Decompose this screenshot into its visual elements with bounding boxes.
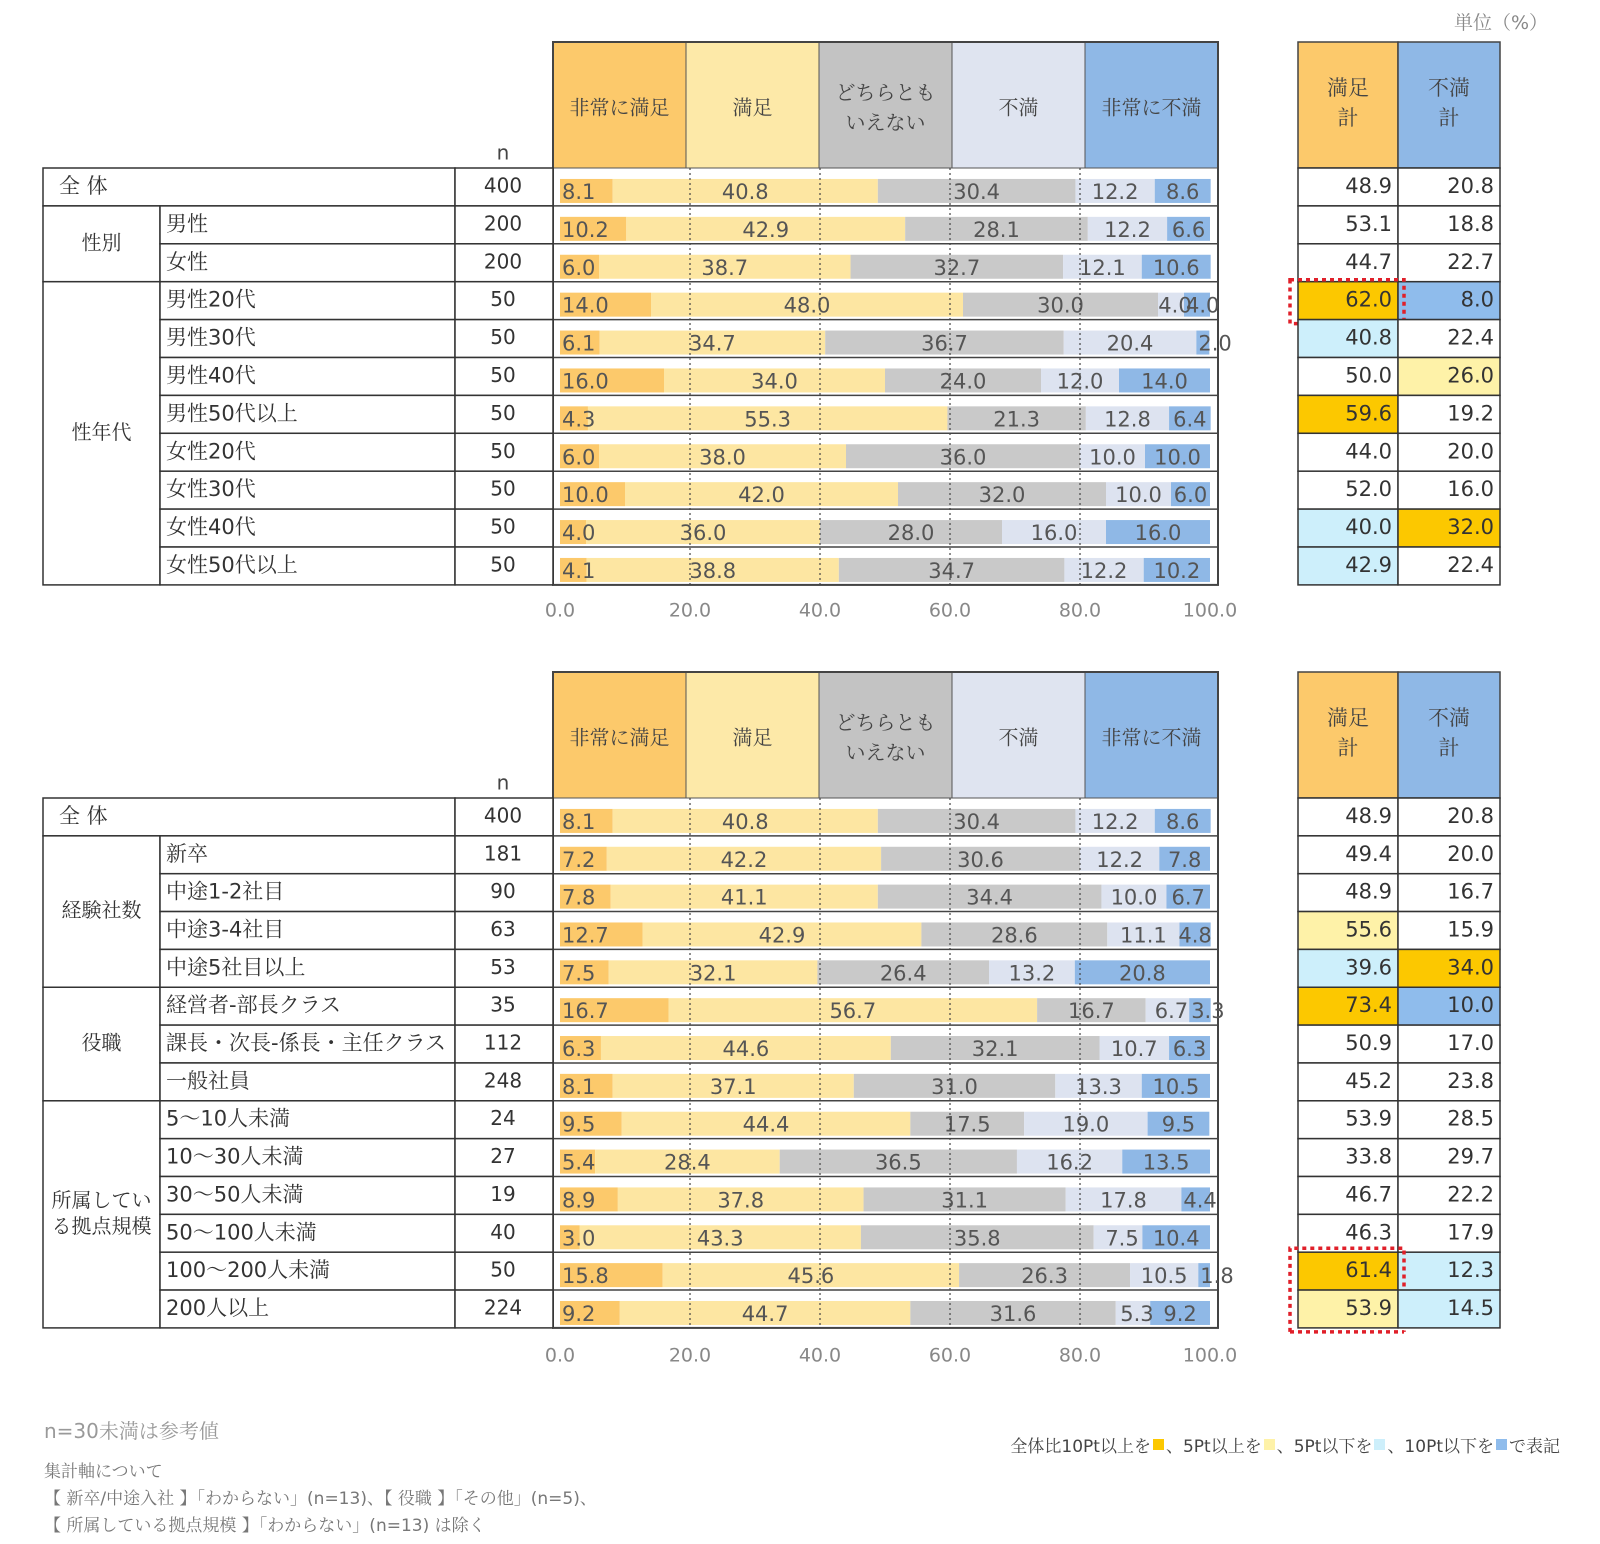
footnote-exclusions-2: 【 所属している拠点規模 】「わからない」(n=13) は除く — [44, 1516, 486, 1536]
bar-value-label-2: 28.4 — [664, 1150, 711, 1175]
header-label-3: どちらとも — [835, 710, 936, 735]
legend-swatch-plus10 — [1153, 1439, 1164, 1450]
n-value: 400 — [483, 803, 523, 828]
bar-value-label-3: 36.0 — [939, 445, 987, 470]
header-label-5: 非常に不満 — [1101, 725, 1202, 750]
bar-value-label-3: 28.0 — [887, 521, 935, 546]
n-value: 35 — [490, 992, 516, 1017]
bar-value-label-4: 10.0 — [1110, 885, 1158, 910]
legend-text-suffix: で表記 — [1509, 1437, 1560, 1457]
x-tick-label: 80.0 — [1058, 599, 1102, 622]
dissatisfied-total-value: 16.0 — [1447, 477, 1494, 502]
bar-value-label-3: 21.3 — [993, 407, 1041, 432]
n-value: 400 — [483, 173, 523, 198]
satisfied-total-value: 40.0 — [1345, 515, 1392, 540]
legend-text-plus10: 全体比10Pt以上を — [1010, 1437, 1151, 1457]
summary-header-label-2: 不満 — [1428, 76, 1470, 100]
bar-value-label-1: 7.8 — [562, 885, 596, 910]
header-label-5: 非常に不満 — [1101, 95, 1202, 120]
bar-value-label-2: 37.1 — [709, 1074, 757, 1099]
legend-text-minus10: 、10Pt以下を — [1387, 1437, 1494, 1457]
dissatisfied-total-value: 28.5 — [1447, 1106, 1494, 1131]
bar-value-label-1: 8.1 — [562, 1074, 596, 1099]
n-value: 53 — [490, 954, 516, 979]
bar-value-label-3: 31.0 — [931, 1074, 978, 1099]
dissatisfied-total-value: 20.8 — [1447, 173, 1494, 198]
bar-value-label-3: 32.7 — [933, 255, 981, 280]
bar-value-label-5: 4.8 — [1178, 923, 1212, 948]
satisfied-total-value: 39.6 — [1345, 955, 1392, 980]
header-label-1: 非常に満足 — [569, 725, 670, 750]
satisfied-total-value: 50.9 — [1345, 1031, 1392, 1056]
x-tick-label: 100.0 — [1182, 1344, 1238, 1367]
bar-value-label-4: 13.3 — [1075, 1074, 1122, 1099]
bar-value-label-4: 16.0 — [1030, 521, 1078, 546]
bar-value-label-2: 42.9 — [742, 217, 790, 242]
dissatisfied-total-value: 14.5 — [1447, 1295, 1494, 1320]
header-label-3: いえない — [845, 110, 926, 135]
satisfied-total-value: 44.7 — [1345, 249, 1392, 274]
row-label: 30～50人未満 — [166, 1182, 304, 1207]
bar-value-label-5: 6.4 — [1173, 407, 1207, 432]
bar-value-label-3: 24.0 — [939, 369, 987, 394]
row-label: 一般社員 — [166, 1068, 250, 1093]
bar-value-label-1: 16.0 — [562, 369, 609, 394]
bar-value-label-4: 16.2 — [1046, 1150, 1093, 1175]
dissatisfied-total-value: 34.0 — [1447, 955, 1494, 980]
bar-value-label-4: 5.3 — [1120, 1301, 1154, 1326]
n-value: 224 — [483, 1295, 523, 1320]
dissatisfied-total-value: 22.7 — [1447, 249, 1494, 274]
row-label: 新卒 — [166, 841, 208, 866]
dissatisfied-total-value: 15.9 — [1447, 917, 1494, 942]
group-label: 性別 — [81, 230, 122, 255]
n-value: 248 — [483, 1068, 523, 1093]
satisfied-total-value: 53.9 — [1345, 1106, 1392, 1131]
satisfied-total-value: 42.9 — [1345, 552, 1392, 577]
summary-header-label-1: 計 — [1337, 736, 1359, 760]
x-tick-label: 80.0 — [1058, 1344, 1102, 1367]
legend-text-minus5: 、5Pt以下を — [1276, 1437, 1373, 1457]
bar-value-label-5: 4.4 — [1183, 1188, 1217, 1213]
chart-2 — [43, 672, 1500, 1367]
bar-value-label-5: 10.4 — [1152, 1226, 1200, 1251]
summary-header-label-1: 計 — [1337, 106, 1359, 130]
bar-value-label-4: 10.0 — [1089, 445, 1136, 470]
row-label: 50～100人未満 — [166, 1220, 317, 1245]
bar-value-label-1: 10.2 — [562, 217, 609, 242]
n-value: 50 — [490, 438, 516, 463]
n-value: 200 — [483, 211, 523, 236]
bar-value-label-3: 32.1 — [971, 1037, 1019, 1062]
bar-value-label-2: 40.8 — [721, 179, 769, 204]
bar-value-label-5: 6.7 — [1171, 885, 1205, 910]
bar-value-label-4: 12.2 — [1091, 179, 1139, 204]
row-label: 男性20代 — [166, 287, 256, 312]
bar-value-label-3: 34.7 — [928, 558, 976, 583]
x-tick-label: 100.0 — [1182, 599, 1238, 622]
row-label: 男性30代 — [166, 325, 256, 350]
bar-value-label-4: 12.0 — [1056, 369, 1104, 394]
dissatisfied-total-value: 8.0 — [1460, 287, 1494, 312]
bar-value-label-3: 30.6 — [957, 847, 1004, 872]
row-label: 中途3-4社目 — [166, 917, 285, 942]
bar-value-label-5: 10.2 — [1153, 558, 1201, 583]
bar-value-label-5: 16.0 — [1134, 521, 1182, 546]
satisfied-total-value: 40.8 — [1345, 325, 1392, 350]
summary-header-label-1: 満足 — [1327, 706, 1369, 730]
bar-value-label-1: 16.7 — [562, 999, 609, 1024]
n-value: 90 — [490, 879, 516, 904]
bar-value-label-2: 37.8 — [717, 1188, 765, 1213]
row-label: 男性50代以上 — [166, 401, 298, 426]
n-value: 24 — [490, 1106, 516, 1131]
bar-value-label-4: 13.2 — [1008, 961, 1056, 986]
satisfied-total-value: 53.9 — [1345, 1295, 1392, 1320]
n-value: 50 — [490, 514, 516, 539]
satisfied-total-value: 55.6 — [1345, 917, 1392, 942]
bar-value-label-1: 12.7 — [562, 923, 609, 948]
n-value: 50 — [490, 362, 516, 387]
bar-value-label-4: 10.5 — [1140, 1264, 1188, 1289]
group-label: 所属してい — [51, 1187, 152, 1212]
bar-value-label-5: 14.0 — [1141, 369, 1188, 394]
bar-value-label-2: 48.0 — [783, 293, 831, 318]
bar-value-label-2: 32.1 — [689, 961, 737, 986]
dissatisfied-total-value: 20.0 — [1447, 841, 1494, 866]
group-label: 性年代 — [71, 419, 132, 444]
bar-value-label-2: 38.0 — [699, 445, 746, 470]
bar-value-label-4: 12.1 — [1079, 255, 1126, 280]
bar-value-label-3: 36.7 — [921, 331, 968, 356]
bar-value-label-4: 6.7 — [1154, 999, 1189, 1024]
row-label: 女性40代 — [166, 515, 256, 540]
x-tick-label: 40.0 — [798, 1344, 842, 1367]
row-label: 中途1-2社目 — [166, 879, 285, 904]
bar-value-label-1: 6.0 — [562, 445, 596, 470]
bar-value-label-4: 4.0 — [1158, 293, 1192, 318]
satisfied-total-value: 61.4 — [1345, 1258, 1392, 1283]
row-label: 中途5社目以上 — [166, 955, 306, 980]
footnote-exclusions-1: 【 新卒/中途入社 】「わからない」(n=13)、【 役職 】「その他」(n=5)、 — [44, 1489, 597, 1509]
dissatisfied-total-value: 20.0 — [1447, 439, 1494, 464]
row-label: 経営者-部長クラス — [166, 993, 341, 1018]
bar-value-label-2: 55.3 — [744, 407, 792, 432]
bar-value-label-4: 12.2 — [1096, 847, 1144, 872]
bar-value-label-1: 4.3 — [562, 407, 596, 432]
footnote-sample-size: n=30未満は参考値 — [44, 1419, 219, 1443]
row-label: 女性50代以上 — [166, 552, 298, 577]
bar-value-label-3: 31.6 — [989, 1301, 1037, 1326]
bar-value-label-3: 30.4 — [953, 179, 1001, 204]
satisfied-total-value: 48.9 — [1345, 803, 1392, 828]
dissatisfied-total-value: 22.4 — [1447, 325, 1494, 350]
bar-value-label-2: 38.7 — [701, 255, 749, 280]
satisfied-total-value: 73.4 — [1345, 993, 1392, 1018]
bar-value-label-2: 36.0 — [679, 521, 727, 546]
dissatisfied-total-value: 18.8 — [1447, 211, 1494, 236]
bar-value-label-1: 6.0 — [562, 255, 596, 280]
bar-value-label-5: 3.3 — [1191, 999, 1225, 1024]
satisfied-total-value: 48.9 — [1345, 879, 1392, 904]
bar-value-label-3: 17.5 — [943, 1112, 991, 1137]
bar-value-label-2: 42.2 — [720, 847, 768, 872]
x-tick-label: 60.0 — [928, 599, 972, 622]
n-value: 50 — [490, 325, 516, 350]
bar-value-label-5: 6.3 — [1172, 1037, 1207, 1062]
n-value: 50 — [490, 400, 516, 425]
bar-value-label-1: 9.2 — [562, 1301, 596, 1326]
bar-value-label-1: 14.0 — [562, 293, 609, 318]
satisfied-total-value: 46.7 — [1345, 1182, 1392, 1207]
satisfied-total-value: 33.8 — [1345, 1144, 1392, 1169]
bar-value-label-2: 44.6 — [722, 1037, 770, 1062]
highlight-legend — [1010, 1432, 1560, 1457]
bar-value-label-5: 10.5 — [1152, 1074, 1200, 1099]
dissatisfied-total-value: 17.0 — [1447, 1031, 1494, 1056]
dissatisfied-total-value: 10.0 — [1447, 993, 1494, 1018]
legend-swatch-minus5 — [1374, 1439, 1385, 1450]
dissatisfied-total-value: 26.0 — [1447, 363, 1494, 388]
bar-value-label-1: 6.3 — [562, 1037, 596, 1062]
satisfied-total-value: 50.0 — [1345, 363, 1392, 388]
bar-value-label-1: 6.1 — [562, 331, 596, 356]
header-label-2: 満足 — [732, 725, 773, 750]
bar-value-label-2: 56.7 — [829, 999, 877, 1024]
legend-swatch-minus10 — [1496, 1439, 1507, 1450]
bar-value-label-5: 4.0 — [1186, 293, 1220, 318]
bar-value-label-5: 2.0 — [1198, 331, 1232, 356]
n-value: 112 — [483, 1030, 523, 1055]
bar-value-label-5: 8.6 — [1165, 809, 1200, 834]
x-tick-label: 20.0 — [668, 599, 712, 622]
bar-value-label-3: 28.1 — [973, 217, 1020, 242]
row-label: 200人以上 — [166, 1295, 270, 1320]
n-value: 50 — [490, 1257, 516, 1282]
dissatisfied-total-value: 17.9 — [1447, 1220, 1494, 1245]
bar-value-label-1: 4.1 — [562, 558, 596, 583]
group-label: 経験社数 — [61, 898, 142, 923]
bar-value-label-5: 8.6 — [1165, 179, 1200, 204]
bar-value-label-2: 43.3 — [696, 1226, 744, 1251]
bar-value-label-3: 34.4 — [966, 885, 1014, 910]
row-label: 女性20代 — [166, 439, 256, 464]
bar-value-label-3: 30.0 — [1037, 293, 1084, 318]
row-label: 100～200人未満 — [166, 1258, 331, 1283]
bar-value-label-5: 10.0 — [1154, 445, 1201, 470]
bar-value-label-3: 30.4 — [953, 809, 1001, 834]
bar-value-label-1: 15.8 — [562, 1264, 609, 1289]
bar-value-label-3: 28.6 — [990, 923, 1038, 948]
summary-header-cell-2 — [1398, 672, 1500, 798]
dissatisfied-total-value: 22.4 — [1447, 552, 1494, 577]
header-label-3: いえない — [845, 740, 926, 765]
x-tick-label: 40.0 — [798, 599, 842, 622]
n-header: n — [496, 770, 510, 795]
n-value: 27 — [490, 1144, 516, 1169]
bar-value-label-5: 6.0 — [1173, 483, 1208, 508]
bar-value-label-4: 17.8 — [1100, 1188, 1147, 1213]
bar-value-label-4: 12.2 — [1091, 809, 1139, 834]
satisfied-total-value: 62.0 — [1345, 287, 1392, 312]
bar-value-label-2: 45.6 — [787, 1264, 835, 1289]
n-value: 50 — [490, 287, 516, 312]
dissatisfied-total-value: 12.3 — [1447, 1258, 1494, 1283]
satisfied-total-value: 48.9 — [1345, 173, 1392, 198]
dissatisfied-total-value: 23.8 — [1447, 1068, 1494, 1093]
n-header: n — [496, 140, 510, 165]
unit-label: 単位（%） — [1453, 12, 1548, 34]
bar-value-label-3: 26.3 — [1021, 1264, 1068, 1289]
bar-value-label-4: 12.2 — [1104, 217, 1151, 242]
row-label: 男性 — [166, 211, 208, 236]
bar-value-label-1: 4.0 — [562, 521, 596, 546]
n-value: 63 — [490, 916, 516, 941]
summary-header-label-2: 計 — [1438, 106, 1460, 130]
dissatisfied-total-value: 22.2 — [1447, 1182, 1494, 1207]
bar-value-label-1: 7.5 — [562, 961, 596, 986]
bar-value-label-1: 7.2 — [562, 847, 596, 872]
n-value: 50 — [490, 552, 516, 577]
bar-value-label-2: 34.0 — [751, 369, 798, 394]
header-cell-3 — [819, 672, 952, 798]
group-label: る拠点規模 — [51, 1213, 152, 1238]
n-value: 50 — [490, 476, 516, 501]
bar-value-label-2: 40.8 — [721, 809, 769, 834]
bar-value-label-4: 7.5 — [1105, 1226, 1139, 1251]
dissatisfied-total-value: 29.7 — [1447, 1144, 1494, 1169]
header-label-4: 不満 — [998, 95, 1039, 120]
x-tick-label: 20.0 — [668, 1344, 712, 1367]
bar-value-label-5: 1.8 — [1200, 1264, 1234, 1289]
satisfied-total-value: 45.2 — [1345, 1068, 1392, 1093]
header-label-1: 非常に満足 — [569, 95, 670, 120]
bar-value-label-5: 9.2 — [1163, 1301, 1197, 1326]
header-cell-3 — [819, 42, 952, 168]
dissatisfied-total-value: 32.0 — [1447, 515, 1494, 540]
bar-value-label-5: 20.8 — [1119, 961, 1166, 986]
bar-value-label-3: 32.0 — [978, 483, 1026, 508]
summary-header-label-1: 満足 — [1327, 76, 1369, 100]
bar-value-label-4: 10.0 — [1115, 483, 1162, 508]
bar-value-label-2: 41.1 — [720, 885, 768, 910]
summary-header-cell-1 — [1298, 42, 1398, 168]
row-label: 女性 — [166, 249, 208, 274]
legend-text-plus5: 、5Pt以上を — [1165, 1437, 1262, 1457]
bar-value-label-1: 9.5 — [562, 1112, 596, 1137]
bar-value-label-4: 19.0 — [1062, 1112, 1110, 1137]
bar-value-label-4: 12.2 — [1080, 558, 1128, 583]
bar-value-label-2: 44.7 — [741, 1301, 789, 1326]
bar-value-label-3: 26.4 — [879, 961, 927, 986]
bar-value-label-1: 8.1 — [562, 179, 596, 204]
summary-header-cell-2 — [1398, 42, 1500, 168]
bar-value-label-3: 31.1 — [941, 1188, 989, 1213]
bar-value-label-1: 3.0 — [562, 1226, 596, 1251]
satisfied-total-value: 49.4 — [1345, 841, 1392, 866]
dissatisfied-total-value: 19.2 — [1447, 401, 1494, 426]
summary-header-label-2: 不満 — [1428, 706, 1470, 730]
dissatisfied-total-value: 20.8 — [1447, 803, 1494, 828]
summary-header-label-2: 計 — [1438, 736, 1460, 760]
bar-value-label-4: 12.8 — [1104, 407, 1151, 432]
bar-value-label-2: 42.0 — [738, 483, 785, 508]
n-value: 40 — [490, 1219, 516, 1244]
bar-value-label-1: 8.9 — [562, 1188, 596, 1213]
bar-value-label-4: 10.7 — [1110, 1037, 1158, 1062]
row-label: 10～30人未満 — [166, 1144, 304, 1169]
bar-value-label-5: 10.6 — [1152, 255, 1200, 280]
bar-value-label-4: 20.4 — [1106, 331, 1154, 356]
n-value: 181 — [483, 841, 523, 866]
row-label: 5～10人未満 — [166, 1106, 291, 1131]
row-label: 男性40代 — [166, 363, 256, 388]
row-label: 全 体 — [59, 173, 108, 198]
bar-value-label-5: 9.5 — [1161, 1112, 1196, 1137]
bar-value-label-5: 13.5 — [1142, 1150, 1190, 1175]
group-label: 役職 — [81, 1030, 122, 1055]
row-label: 全 体 — [59, 803, 108, 828]
n-value: 19 — [490, 1181, 516, 1206]
bar-value-label-2: 38.8 — [689, 558, 737, 583]
bar-value-label-1: 5.4 — [562, 1150, 596, 1175]
row-label: 女性30代 — [166, 477, 256, 502]
legend-swatch-plus5 — [1264, 1439, 1275, 1450]
bar-value-label-3: 16.7 — [1067, 999, 1115, 1024]
bar-value-label-4: 11.1 — [1119, 923, 1167, 948]
satisfied-total-value: 44.0 — [1345, 439, 1392, 464]
n-value: 200 — [483, 249, 523, 274]
header-label-4: 不満 — [998, 725, 1039, 750]
bar-value-label-2: 34.7 — [689, 331, 736, 356]
x-tick-label: 0.0 — [544, 1344, 576, 1367]
bar-value-label-5: 7.8 — [1167, 847, 1202, 872]
satisfied-total-value: 52.0 — [1345, 477, 1392, 502]
header-label-2: 満足 — [732, 95, 773, 120]
header-label-3: どちらとも — [835, 80, 936, 105]
satisfied-total-value: 46.3 — [1345, 1220, 1392, 1245]
bar-value-label-2: 44.4 — [742, 1112, 790, 1137]
x-tick-label: 60.0 — [928, 1344, 972, 1367]
bar-value-label-1: 10.0 — [562, 483, 609, 508]
dissatisfied-total-value: 16.7 — [1447, 879, 1494, 904]
satisfied-total-value: 53.1 — [1345, 211, 1392, 236]
bar-value-label-3: 36.5 — [874, 1150, 922, 1175]
bar-value-label-5: 6.6 — [1171, 217, 1206, 242]
bar-value-label-2: 42.9 — [758, 923, 806, 948]
summary-header-cell-1 — [1298, 672, 1398, 798]
bar-value-label-3: 35.8 — [953, 1226, 1001, 1251]
chart-1 — [43, 42, 1500, 622]
x-tick-label: 0.0 — [544, 599, 576, 622]
bar-value-label-1: 8.1 — [562, 809, 596, 834]
footnote-axis-title: 集計軸について — [44, 1462, 163, 1482]
satisfied-total-value: 59.6 — [1345, 401, 1392, 426]
row-label: 課長・次長-係長・主任クラス — [166, 1031, 446, 1056]
